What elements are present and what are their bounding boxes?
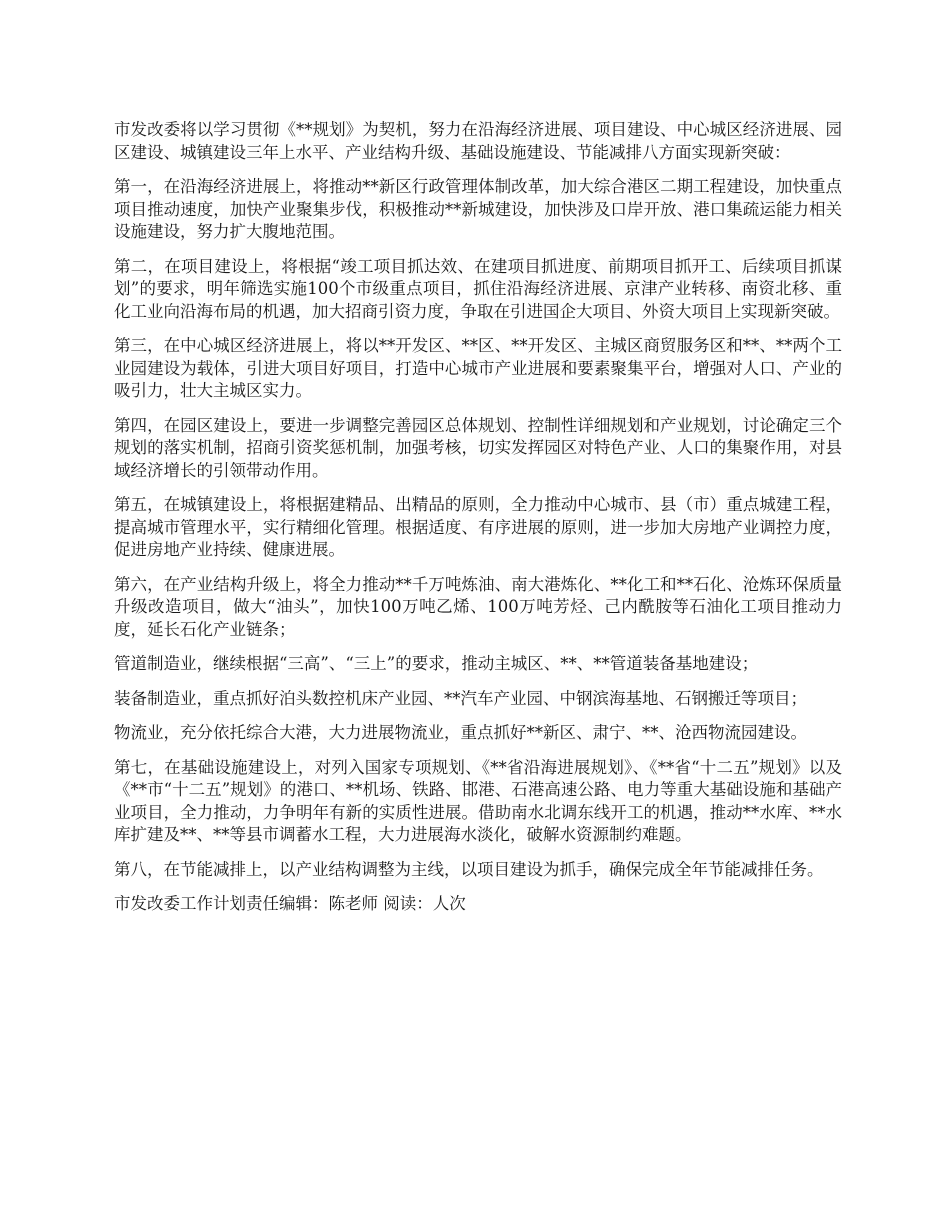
- paragraph-urban-construction: 第五，在城镇建设上，将根据建精品、出精品的原则，全力推动中心城市、县（市）重点城建工程，提高城市管理水平，实行精细化管理。根据适度、有序进展的原则，进一步加大房地产业调控力度，促进房地产业持续、健康进展。: [114, 495, 842, 559]
- paragraph-industrial-upgrade: 第六，在产业结构升级上，将全力推动**千万吨炼油、南大港炼化、**化工和**石化、沧炼环保质量升级改造项目，做大“油头”，加快100万吨乙烯、100万吨芳烃、己内酰胺等石油化工项目推动力度，延长石化产业链条；: [114, 574, 842, 639]
- paragraph-infrastructure: 第七，在基础设施建设上，对列入国家专项规划、《**省沿海进展规划》、《**省“十二五”规划》以及《**市“十二五”规划》的港口、**机场、铁路、邯港、石港高速公路、电力等重大基础设施和基础产业项目，全力推动，力争明年有新的实质性进展。借助南水北调东线开工的机遇，推动**水库、**水库扩建及**、**等县市调蓄水工程，大力进展海水淡化，破解水资源制约难题。: [114, 757, 842, 844]
- paragraph-project-construction: 第二，在项目建设上，将根据“竣工项目抓达效、在建项目抓进度、前期项目抓开工、后续项目抓谋划”的要求，明年筛选实施100个市级重点项目，抓住沿海经济进展、京津产业转移、南资北移、重化工业向沿海布局的机遇，加大招商引资力度，争取在引进国企大项目、外资大项目上实现新突破。: [114, 256, 842, 321]
- paragraph-coastal-economy: 第一，在沿海经济进展上，将推动**新区行政管理体制改革，加大综合港区二期工程建设，加快重点项目推动速度，加快产业聚集步伐，积极推动**新城建设，加快涉及口岸开放、港口集疏运能力相关设施建设，努力扩大腹地范围。: [114, 177, 842, 241]
- paragraph-energy-saving: 第八，在节能减排上，以产业结构调整为主线，以项目建设为抓手，确保完成全年节能减排任务。: [114, 859, 824, 879]
- paragraph-pipeline-manufacturing: 管道制造业，继续根据“三高”、“三上”的要求，推动主城区、**、**管道装备基地建设；: [114, 654, 759, 673]
- paragraph-intro: 市发改委将以学习贯彻《**规划》为契机，努力在沿海经济进展、项目建设、中心城区经济进展、园区建设、城镇建设三年上水平、产业结构升级、基础设施建设、节能减排八方面实现新突破：: [114, 120, 842, 162]
- paragraph-logistics: 物流业，充分依托综合大港，大力进展物流业，重点抓好**新区、肃宁、**、沧西物流园建设。: [114, 723, 807, 742]
- paragraph-equipment-manufacturing: 装备制造业，重点抓好泊头数控机床产业园、**汽车产业园、中钢滨海基地、石钢搬迁等项目；: [114, 688, 807, 708]
- paragraph-central-city: 第三，在中心城区经济进展上，将以**开发区、**区、**开发区、主城区商贸服务区和**、**两个工业园建设为载体，引进大项目好项目，打造中心城市产业进展和要素聚集平台，增强对人口、产业的吸引力，壮大主城区实力。: [114, 336, 842, 400]
- paragraph-industrial-parks: 第四，在园区建设上，要进一步调整完善园区总体规划、控制性详细规划和产业规划，讨论确定三个规划的落实机制，招商引资奖惩机制，加强考核，切实发挥园区对特色产业、人口的集聚作用，对县域经济增长的引领带动作用。: [114, 415, 842, 480]
- document-body: [114, 119, 842, 916]
- editor-footer: 市发改委工作计划责任编辑：陈老师 阅读：人次: [114, 894, 466, 913]
